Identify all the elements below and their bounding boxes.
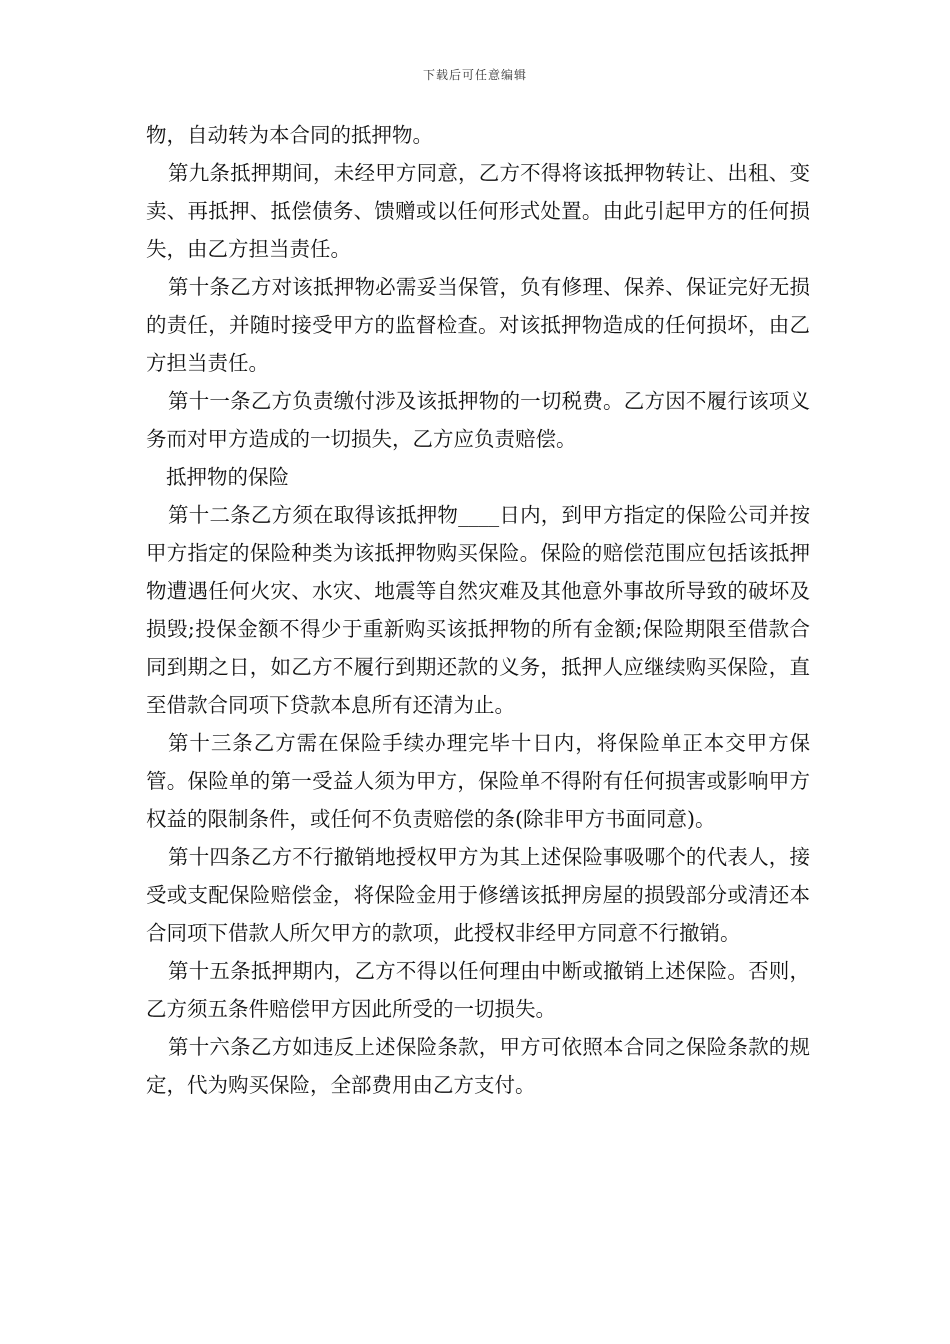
paragraph-continuation: 物，自动转为本合同的抵押物。 bbox=[146, 123, 433, 147]
paragraph-article-10: 第十条乙方对该抵押物必需妥当保管，负有修理、保养、保证完好无损的责任，并随时接受甲方的监督检查。对该抵押物造成的任何损坏，由乙方担当责任。 bbox=[146, 275, 810, 375]
paragraph-article-13: 第十三条乙方需在保险手续办理完毕十日内，将保险单正本交甲方保管。保险单的第一受益人须为甲方，保险单不得附有任何损害或影响甲方权益的限制条件，或任何不负责赔偿的条(除非甲方书面同意)。 bbox=[146, 731, 810, 831]
paragraph-article-11: 第十一条乙方负责缴付涉及该抵押物的一切税费。乙方因不履行该项义务而对甲方造成的一切损失，乙方应负责赔偿。 bbox=[146, 389, 810, 451]
document-body bbox=[146, 116, 810, 1104]
paragraph-article-15: 第十五条抵押期内，乙方不得以任何理由中断或撤销上述保险。否则，乙方须五条件赔偿甲方因此所受的一切损失。 bbox=[146, 959, 810, 1021]
section-heading-insurance: 抵押物的保险 bbox=[166, 465, 289, 489]
paragraph-article-12: 第十二条乙方须在取得该抵押物____日内，到甲方指定的保险公司并按甲方指定的保险种类为该抵押物购买保险。保险的赔偿范围应包括该抵押物遭遇任何火灾、水灾、地震等自然灾难及其他意外事故所导致的破坏及损毁;投保金额不得少于重新购买该抵押物的所有金额;保险期限至借款合同到期之日，如乙方不履行到期还款的义务，抵押人应继续购买保险，直至借款合同项下贷款本息所有还清为止。 bbox=[146, 503, 810, 717]
page-header: 下载后可任意编辑 bbox=[422, 68, 527, 82]
paragraph-article-9: 第九条抵押期间，未经甲方同意，乙方不得将该抵押物转让、出租、变卖、再抵押、抵偿债务、馈赠或以任何形式处置。由此引起甲方的任何损失，由乙方担当责任。 bbox=[146, 161, 810, 261]
paragraph-article-16: 第十六条乙方如违反上述保险条款，甲方可依照本合同之保险条款的规定，代为购买保险，全部费用由乙方支付。 bbox=[146, 1035, 810, 1097]
paragraph-article-14: 第十四条乙方不行撤销地授权甲方为其上述保险事吸哪个的代表人，接受或支配保险赔偿金，将保险金用于修缮该抵押房屋的损毁部分或清还本合同项下借款人所欠甲方的款项，此授权非经甲方同意不行撤销。 bbox=[146, 845, 810, 945]
